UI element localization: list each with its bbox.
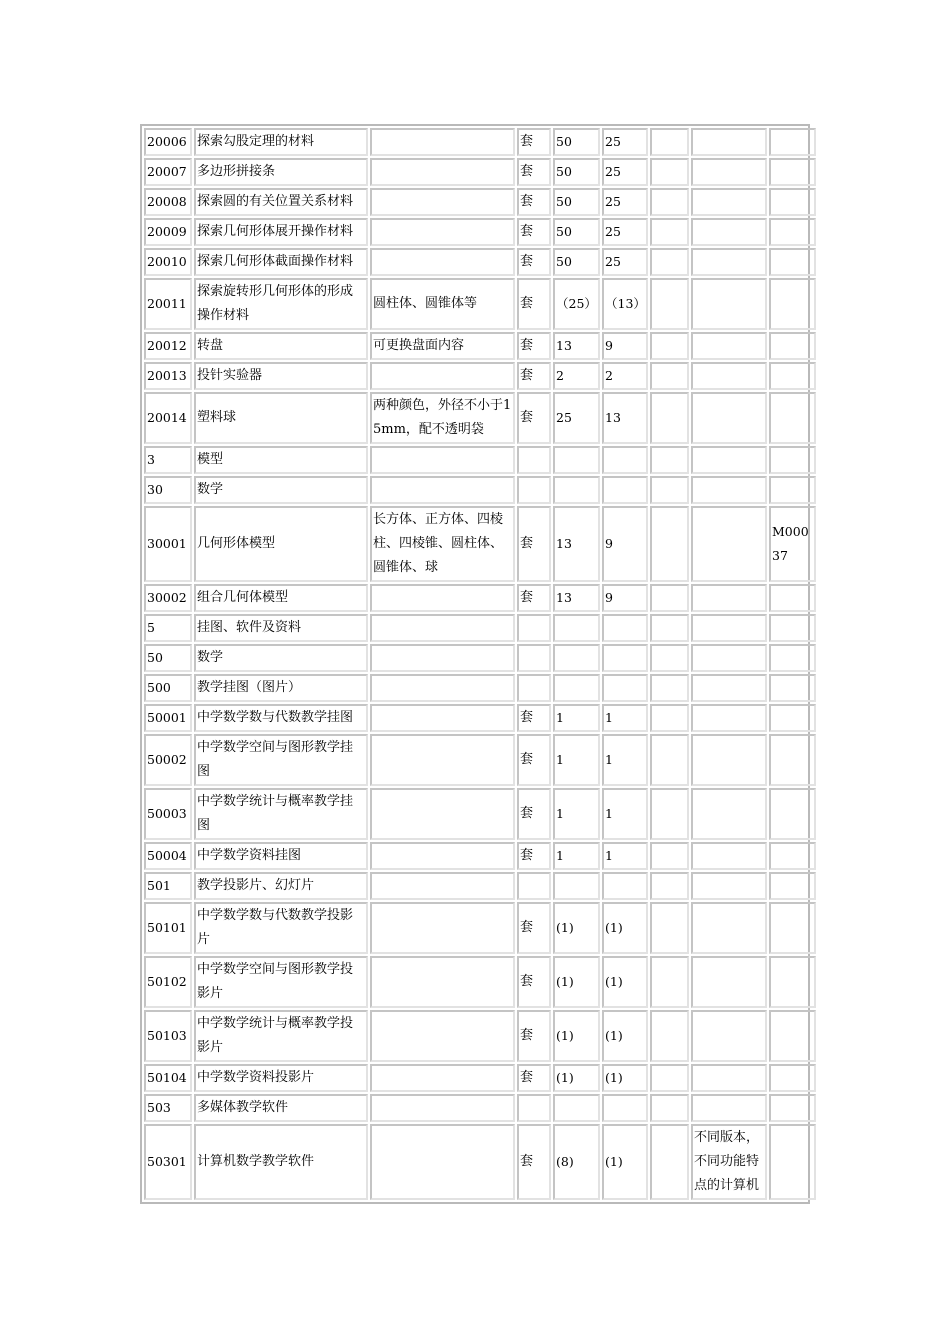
item-spec (370, 446, 515, 474)
item-spec (370, 872, 515, 900)
item-name: 探索几何形体截面操作材料 (194, 248, 368, 276)
item-code: 3 (144, 446, 192, 474)
item-reference (769, 188, 816, 216)
item-quantity-b: 25 (602, 158, 648, 186)
item-extra (650, 956, 689, 1008)
item-quantity-b (602, 446, 648, 474)
item-code: 20006 (144, 128, 192, 156)
item-unit (517, 644, 551, 672)
item-code: 20008 (144, 188, 192, 216)
item-note: 不同版本，不同功能特点的计算机 (691, 1124, 767, 1200)
item-unit (517, 614, 551, 642)
item-unit (517, 476, 551, 504)
item-quantity-a: (1) (553, 1010, 600, 1062)
item-extra (650, 1124, 689, 1200)
item-code: 50301 (144, 1124, 192, 1200)
item-code: 50004 (144, 842, 192, 870)
item-extra (650, 902, 689, 954)
item-note (691, 1010, 767, 1062)
item-code: 50103 (144, 1010, 192, 1062)
item-code: 20012 (144, 332, 192, 360)
item-spec (370, 584, 515, 612)
item-note (691, 332, 767, 360)
item-name: 中学数学资料挂图 (194, 842, 368, 870)
item-spec (370, 842, 515, 870)
item-spec (370, 1064, 515, 1092)
item-spec (370, 644, 515, 672)
item-quantity-b: (1) (602, 1010, 648, 1062)
item-spec: 长方体、正方体、四棱柱、四棱锥、圆柱体、圆锥体、球 (370, 506, 515, 582)
item-note (691, 278, 767, 330)
item-reference: M00037 (769, 506, 816, 582)
item-quantity-b (602, 674, 648, 702)
item-spec (370, 674, 515, 702)
item-code: 30001 (144, 506, 192, 582)
item-extra (650, 872, 689, 900)
table-row (144, 476, 816, 504)
item-reference (769, 1010, 816, 1062)
item-extra (650, 128, 689, 156)
item-note (691, 506, 767, 582)
item-spec: 圆柱体、圆锥体等 (370, 278, 515, 330)
item-unit: 套 (517, 788, 551, 840)
table-row (144, 674, 816, 702)
item-unit (517, 446, 551, 474)
item-quantity-a: 1 (553, 704, 600, 732)
item-quantity-a: 50 (553, 248, 600, 276)
item-quantity-b (602, 614, 648, 642)
item-unit: 套 (517, 128, 551, 156)
item-quantity-a: 1 (553, 842, 600, 870)
item-name: 挂图、软件及资料 (194, 614, 368, 642)
item-extra (650, 614, 689, 642)
table-row (144, 392, 816, 444)
item-note (691, 956, 767, 1008)
item-quantity-b: (1) (602, 956, 648, 1008)
item-note (691, 788, 767, 840)
item-quantity-b: 1 (602, 788, 648, 840)
item-unit: 套 (517, 734, 551, 786)
item-extra (650, 788, 689, 840)
item-reference (769, 644, 816, 672)
item-quantity-b: 1 (602, 704, 648, 732)
item-unit: 套 (517, 956, 551, 1008)
item-reference (769, 362, 816, 390)
item-unit: 套 (517, 188, 551, 216)
item-quantity-a: (8) (553, 1124, 600, 1200)
item-name: 计算机数学教学软件 (194, 1124, 368, 1200)
item-quantity-a (553, 446, 600, 474)
item-extra (650, 188, 689, 216)
item-spec: 可更换盘面内容 (370, 332, 515, 360)
item-name: 教学投影片、幻灯片 (194, 872, 368, 900)
item-code: 50102 (144, 956, 192, 1008)
item-reference (769, 1124, 816, 1200)
item-code: 5 (144, 614, 192, 642)
table-row (144, 734, 816, 786)
table-row (144, 362, 816, 390)
item-unit: 套 (517, 1124, 551, 1200)
item-quantity-b: 25 (602, 128, 648, 156)
item-quantity-a (553, 644, 600, 672)
item-unit: 套 (517, 392, 551, 444)
item-name: 中学数学数与代数教学投影片 (194, 902, 368, 954)
table-row (144, 956, 816, 1008)
item-extra (650, 1094, 689, 1122)
item-extra (650, 734, 689, 786)
table-row (144, 1094, 816, 1122)
table-row (144, 614, 816, 642)
item-extra (650, 332, 689, 360)
item-code: 20014 (144, 392, 192, 444)
item-unit: 套 (517, 842, 551, 870)
item-note (691, 446, 767, 474)
item-quantity-a (553, 674, 600, 702)
item-note (691, 248, 767, 276)
item-unit: 套 (517, 362, 551, 390)
item-extra (650, 1010, 689, 1062)
item-unit: 套 (517, 902, 551, 954)
item-note (691, 158, 767, 186)
table-row (144, 644, 816, 672)
item-quantity-a: （25） (553, 278, 600, 330)
table-row (144, 872, 816, 900)
item-code: 501 (144, 872, 192, 900)
item-extra (650, 674, 689, 702)
item-quantity-a (553, 1094, 600, 1122)
item-code: 20010 (144, 248, 192, 276)
table-row (144, 248, 816, 276)
item-reference (769, 704, 816, 732)
item-name: 中学数学统计与概率教学投影片 (194, 1010, 368, 1062)
item-name: 探索几何形体展开操作材料 (194, 218, 368, 246)
item-note (691, 584, 767, 612)
item-quantity-a: 50 (553, 128, 600, 156)
item-extra (650, 362, 689, 390)
item-code: 30 (144, 476, 192, 504)
item-unit (517, 1094, 551, 1122)
item-extra (650, 278, 689, 330)
table-row (144, 218, 816, 246)
item-unit: 套 (517, 248, 551, 276)
item-name: 中学数学统计与概率教学挂图 (194, 788, 368, 840)
item-extra (650, 842, 689, 870)
item-name: 组合几何体模型 (194, 584, 368, 612)
item-reference (769, 956, 816, 1008)
item-note (691, 1094, 767, 1122)
item-extra (650, 1064, 689, 1092)
item-quantity-b: 9 (602, 506, 648, 582)
item-name: 中学数学数与代数教学挂图 (194, 704, 368, 732)
item-spec (370, 218, 515, 246)
item-extra (650, 392, 689, 444)
item-quantity-a: 50 (553, 218, 600, 246)
item-quantity-b: 25 (602, 218, 648, 246)
item-name: 模型 (194, 446, 368, 474)
table-row (144, 1064, 816, 1092)
item-note (691, 734, 767, 786)
item-note (691, 218, 767, 246)
item-note (691, 644, 767, 672)
item-extra (650, 446, 689, 474)
table-row (144, 704, 816, 732)
item-reference (769, 248, 816, 276)
item-reference (769, 1064, 816, 1092)
item-extra (650, 644, 689, 672)
item-extra (650, 218, 689, 246)
item-reference (769, 674, 816, 702)
item-quantity-b (602, 872, 648, 900)
item-name: 探索圆的有关位置关系材料 (194, 188, 368, 216)
item-code: 30002 (144, 584, 192, 612)
item-quantity-b: 9 (602, 332, 648, 360)
table-row (144, 332, 816, 360)
item-spec (370, 1010, 515, 1062)
item-name: 教学挂图（图片） (194, 674, 368, 702)
item-reference (769, 614, 816, 642)
item-spec (370, 476, 515, 504)
item-spec (370, 128, 515, 156)
item-quantity-a: 50 (553, 158, 600, 186)
item-name: 数学 (194, 476, 368, 504)
table-row (144, 584, 816, 612)
table-row (144, 188, 816, 216)
item-note (691, 476, 767, 504)
item-quantity-b: (1) (602, 1064, 648, 1092)
item-note (691, 872, 767, 900)
item-unit: 套 (517, 332, 551, 360)
table-row (144, 446, 816, 474)
item-unit (517, 872, 551, 900)
item-unit (517, 674, 551, 702)
item-code: 50002 (144, 734, 192, 786)
item-quantity-b: (1) (602, 902, 648, 954)
item-quantity-a: (1) (553, 1064, 600, 1092)
table-row (144, 278, 816, 330)
item-code: 20013 (144, 362, 192, 390)
item-quantity-a: 50 (553, 188, 600, 216)
item-quantity-b: 25 (602, 188, 648, 216)
item-name: 塑料球 (194, 392, 368, 444)
table-row (144, 506, 816, 582)
item-code: 20009 (144, 218, 192, 246)
item-spec (370, 704, 515, 732)
item-spec (370, 248, 515, 276)
item-quantity-a: 25 (553, 392, 600, 444)
item-name: 转盘 (194, 332, 368, 360)
item-quantity-b (602, 1094, 648, 1122)
equipment-table (142, 126, 818, 1202)
item-spec (370, 362, 515, 390)
equipment-table-frame (140, 124, 810, 1204)
item-quantity-b (602, 476, 648, 504)
item-quantity-b: （13） (602, 278, 648, 330)
item-name: 中学数学空间与图形教学挂图 (194, 734, 368, 786)
item-reference (769, 1094, 816, 1122)
item-reference (769, 278, 816, 330)
item-unit: 套 (517, 584, 551, 612)
item-quantity-b: (1) (602, 1124, 648, 1200)
item-reference (769, 902, 816, 954)
item-name: 中学数学资料投影片 (194, 1064, 368, 1092)
item-quantity-a: 1 (553, 734, 600, 786)
item-quantity-b: 9 (602, 584, 648, 612)
item-quantity-a (553, 872, 600, 900)
item-code: 500 (144, 674, 192, 702)
item-unit: 套 (517, 506, 551, 582)
item-quantity-b: 25 (602, 248, 648, 276)
item-quantity-b: 13 (602, 392, 648, 444)
table-row (144, 1010, 816, 1062)
table-row (144, 158, 816, 186)
item-quantity-a (553, 476, 600, 504)
item-note (691, 704, 767, 732)
item-quantity-a: 1 (553, 788, 600, 840)
item-code: 50104 (144, 1064, 192, 1092)
item-spec (370, 1094, 515, 1122)
item-reference (769, 128, 816, 156)
item-quantity-a: 2 (553, 362, 600, 390)
item-spec: 两种颜色，外径不小于15mm，配不透明袋 (370, 392, 515, 444)
item-note (691, 362, 767, 390)
item-note (691, 902, 767, 954)
item-name: 探索旋转形几何形体的形成操作材料 (194, 278, 368, 330)
item-name: 多媒体教学软件 (194, 1094, 368, 1122)
item-unit: 套 (517, 1010, 551, 1062)
item-quantity-a: 13 (553, 332, 600, 360)
item-note (691, 614, 767, 642)
item-reference (769, 788, 816, 840)
item-quantity-a (553, 614, 600, 642)
item-note (691, 188, 767, 216)
item-note (691, 392, 767, 444)
item-unit: 套 (517, 158, 551, 186)
item-reference (769, 842, 816, 870)
item-extra (650, 248, 689, 276)
item-reference (769, 872, 816, 900)
item-code: 503 (144, 1094, 192, 1122)
item-note (691, 674, 767, 702)
item-quantity-b: 1 (602, 842, 648, 870)
table-row (144, 902, 816, 954)
table-row (144, 788, 816, 840)
item-code: 50 (144, 644, 192, 672)
item-name: 数学 (194, 644, 368, 672)
item-reference (769, 392, 816, 444)
item-name: 多边形拼接条 (194, 158, 368, 186)
item-extra (650, 506, 689, 582)
item-extra (650, 584, 689, 612)
item-code: 50003 (144, 788, 192, 840)
item-spec (370, 956, 515, 1008)
item-reference (769, 734, 816, 786)
item-extra (650, 158, 689, 186)
item-spec (370, 788, 515, 840)
item-spec (370, 614, 515, 642)
item-note (691, 1064, 767, 1092)
item-extra (650, 704, 689, 732)
item-quantity-a: (1) (553, 902, 600, 954)
item-unit: 套 (517, 1064, 551, 1092)
item-spec (370, 734, 515, 786)
item-quantity-a: 13 (553, 584, 600, 612)
item-extra (650, 476, 689, 504)
item-code: 50001 (144, 704, 192, 732)
item-quantity-a: (1) (553, 956, 600, 1008)
item-quantity-b (602, 644, 648, 672)
item-unit: 套 (517, 218, 551, 246)
item-reference (769, 584, 816, 612)
item-name: 中学数学空间与图形教学投影片 (194, 956, 368, 1008)
item-spec (370, 188, 515, 216)
item-code: 20007 (144, 158, 192, 186)
item-name: 探索勾股定理的材料 (194, 128, 368, 156)
item-quantity-b: 2 (602, 362, 648, 390)
table-row (144, 128, 816, 156)
item-spec (370, 1124, 515, 1200)
table-row (144, 842, 816, 870)
item-spec (370, 902, 515, 954)
item-quantity-a: 13 (553, 506, 600, 582)
item-unit: 套 (517, 704, 551, 732)
item-name: 投针实验器 (194, 362, 368, 390)
item-note (691, 842, 767, 870)
item-note (691, 128, 767, 156)
item-spec (370, 158, 515, 186)
item-name: 几何形体模型 (194, 506, 368, 582)
item-unit: 套 (517, 278, 551, 330)
item-reference (769, 446, 816, 474)
item-reference (769, 332, 816, 360)
item-reference (769, 158, 816, 186)
item-code: 50101 (144, 902, 192, 954)
item-quantity-b: 1 (602, 734, 648, 786)
table-row (144, 1124, 816, 1200)
item-reference (769, 476, 816, 504)
table-body (144, 128, 816, 1200)
item-reference (769, 218, 816, 246)
item-code: 20011 (144, 278, 192, 330)
